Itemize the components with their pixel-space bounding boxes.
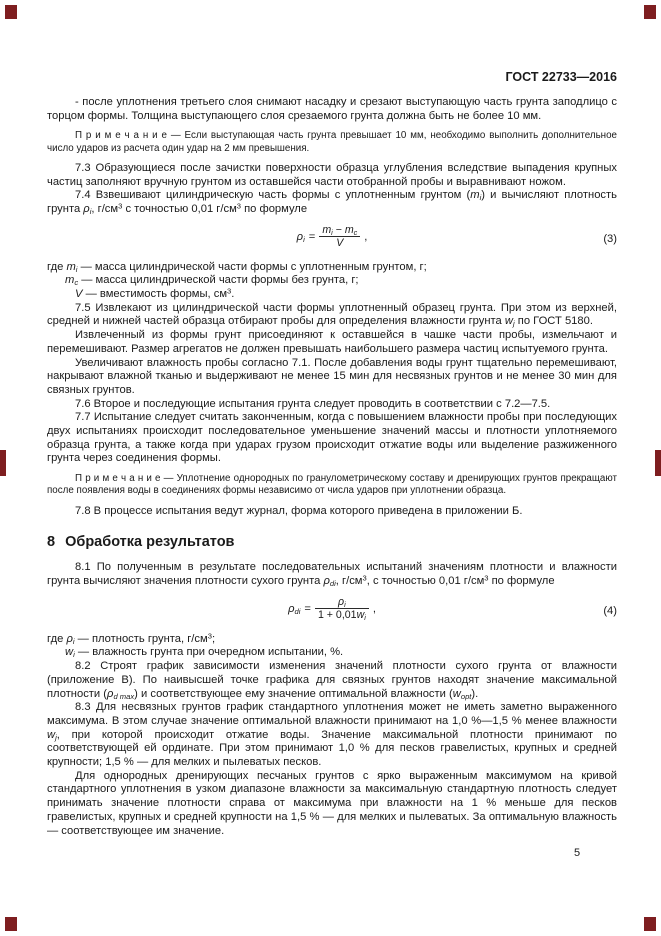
- paragraph-increase-moisture: Увеличивают влажность пробы согласно 7.1. После добавления воды грунт тщательно перемешивают, накрывают влажной тканью и выдерживают не менее 15 мин для несвязных грунтов и не менее 30 мин для связных грунтов.: [47, 356, 617, 396]
- formula-3-lhs: $\rho_i$: [296, 230, 305, 244]
- formula-3-fraction: [319, 224, 360, 250]
- paragraph-7-8: 7.8 В процессе испытания ведут журнал, форма которого приведена в приложении Б.: [75, 504, 523, 517]
- section-number: 8: [47, 534, 56, 551]
- formula-3-expression: [297, 224, 368, 250]
- formula-3-numerator: $m_i - m_c$: [319, 224, 360, 238]
- formula-3-comma: ,: [364, 230, 368, 243]
- formula-4-equals: =: [304, 602, 311, 615]
- paragraph-homogeneous-sands: Для однородных дренирующих песчаных грунтов с ярко выраженным максимумом на кривой стандартного уплотнения в узком диапазоне влажности за максимальную стандартную плотность следует принимать значение плотности справа от максимума при влажности на 1 % меньше для песков гравелистых, крупных и средней крупности на 1,5 % — для мелких и пылеватых. За оптимальную влажность — соответствующее им значение.: [47, 769, 617, 837]
- note-2: П р и м е ч а н и е — Уплотнение однородных по гранулометрическому составу и дренирующих грунтов прекращают после появления воды в соединениях формы независимо от числа ударов при уплотнении образца.: [47, 473, 617, 497]
- doc-code-header: ГОСТ 22733—2016: [505, 70, 617, 84]
- paragraph-7-5: 7.5 Извлекают из цилиндрической части формы уплотненный образец грунта. При этом из верхней, средней и нижней частей образца отбирают пробы для определения влажности грунта $w_j$ по ГОСТ 5180.: [47, 301, 617, 329]
- formula-4-expression: [288, 596, 376, 622]
- definition-mi: где $m_i$ — масса цилиндрической части формы с уплотненным грунтом, г;: [47, 260, 427, 274]
- page-number: 5: [574, 847, 581, 859]
- definition-mc: $m_c$ — масса цилиндрической части формы без грунта, г;: [65, 274, 359, 288]
- paragraph-7-3: 7.3 Образующиеся после зачистки поверхности образца углубления вследствие выпадения крупных частиц заполняют вручную грунтом из оставшейся части отобранной пробы и выравнивают ножом.: [47, 161, 617, 188]
- paragraph-8-3: 8.3 Для несвязных грунтов график стандартного уплотнения может не иметь заметно выраженного максимума. В этом случае значение оптимальной влажности принимают на 1,0 %—1,5 % менее влажности $w_j$, при которой происходит отжатие воды. Значение максимальной плотности принимают по соответствующей ей ординате. При этом принимают 1,0 % для песков гравелистых, крупных и средней крупности; 1,5 % — для мелких и пылеватых песков.: [47, 701, 617, 769]
- definition-rho: где $\rho_i$ — плотность грунта, $г/см^3$;: [47, 631, 216, 646]
- formula-4-fraction: [315, 596, 369, 622]
- registration-mark-mid-right: [655, 450, 661, 476]
- registration-mark-mid-left: [0, 450, 6, 476]
- formula-4-comma: ,: [372, 602, 376, 615]
- formula-3-denominator: V: [336, 237, 344, 250]
- paragraph-extracted-soil: Извлеченный из формы грунт присоединяют к оставшейся в чашке части пробы, измельчают и перемешивают. Размер агрегатов не должен превышать наибольшего размера частиц испытуемого грунта.: [47, 329, 617, 355]
- registration-mark-top-left: [5, 5, 17, 19]
- formula-4-lhs: $\rho_{di}$: [288, 602, 301, 616]
- formula-4-numerator: $\rho_i$: [315, 596, 369, 610]
- definition-v: V — вместимость формы, $см^3$.: [75, 286, 235, 301]
- formula-4-number: (4): [603, 604, 617, 617]
- formula-4-denominator: $1 + 0,01w_i$: [317, 609, 366, 622]
- section-heading-8: [47, 534, 617, 550]
- paragraph-8-1: 8.1 По полученным в результате последовательных испытаний значениям плотности и влажности грунта вычисляют значения плотности сухого грунта $\rho_{di}$, $г/см^3$, с точностью 0,01 $г/см^3$ по формуле: [47, 561, 617, 588]
- paragraph-7-6: 7.6 Второе и последующие испытания грунта следует проводить в соответствии с 7.2—7.5.: [75, 397, 551, 410]
- formula-4: [47, 596, 617, 626]
- registration-mark-bottom-right: [644, 917, 656, 931]
- paragraph-8-2: 8.2 Строят график зависимости изменения значений плотности сухого грунта от влажности (приложение В). По наивысшей точке графика для связных грунтов находят значение максимальной плотности $(\rho_{d max})$ и соответствующее ему значение оптимальной влажности $(w_{opt})$.: [47, 660, 617, 701]
- formula-3-equals: =: [308, 230, 316, 243]
- page-content: [47, 70, 617, 838]
- paragraph-7-4: 7.4 Взвешивают цилиндрическую часть формы с уплотненным грунтом $(m_i)$ и вычисляют плотность грунта $\rho_i$, $г/см^3$ с точностью 0,01 $г/см^3$ по формуле: [47, 189, 617, 216]
- formula-3-number: (3): [603, 232, 617, 245]
- registration-mark-top-right: [644, 5, 656, 19]
- formula-3: [47, 224, 617, 254]
- registration-mark-bottom-left: [5, 917, 17, 931]
- section-title: Обработка результатов: [65, 534, 235, 551]
- paragraph-7-7: 7.7 Испытание следует считать законченным, когда с повышением влажности пробы при последующих двух испытаниях происходит последовательное уменьшение значений массы и плотности уплотняемого образца грунта, а также когда при ударах грузом происходит отжатие воды или выделение разжиженного грунта через соединения формы.: [47, 411, 617, 465]
- note-1: П р и м е ч а н и е — Если выступающая часть грунта превышает 10 мм, необходимо выполнить дополнительное число ударов из расчета один удар на 2 мм превышения.: [47, 130, 617, 154]
- definition-w: $w_i$ — влажность грунта при очередном испытании, %.: [65, 646, 344, 660]
- paragraph-dash-item: - после уплотнения третьего слоя снимают насадку и срезают выступающую часть грунта заподлицо с торцом формы. Толщина выступающего слоя срезаемого грунта должна быть не более 10 мм.: [47, 96, 617, 122]
